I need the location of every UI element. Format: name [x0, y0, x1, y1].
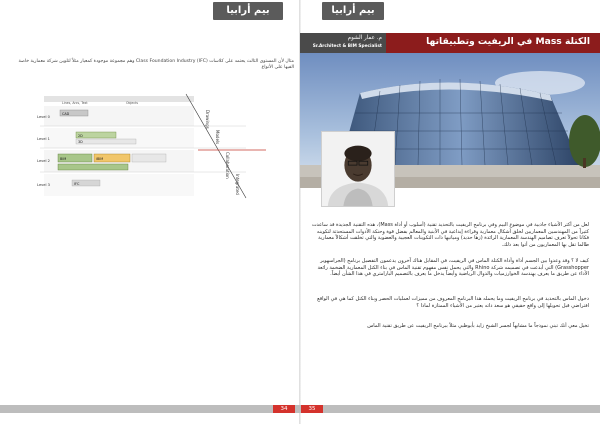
page-number-right: 35	[301, 405, 323, 413]
page-number-left: 34	[273, 405, 295, 413]
magazine-logo-right: بيم أرابيا	[322, 2, 384, 20]
diagram-caption: مثال لأن المستوى الثالث يحتمد على كلاسات (IFC) Class Foundation Industry وهم مجموعة موجودة كمعيار مثلاً لتلوين شركة معمارية خاصة الفيها على الأنواع	[18, 59, 294, 71]
article-paragraph: تخيل معي أنك تبني نموذجاً ما مشابهاً لجسر الشيخ زايد بأبوظبي مثلاً ببرنامج الريفيت عن طريق تقنية الماس	[367, 323, 589, 329]
article-title-band	[386, 33, 600, 53]
bim-maturity-diagram	[36, 90, 266, 202]
author-band	[300, 33, 386, 53]
diagram-row-label: Level 1	[37, 137, 50, 141]
diagram-row-label: Level 0	[37, 115, 50, 119]
svg-text:CAD: CAD	[62, 112, 70, 116]
box-3d	[76, 139, 136, 144]
diagram-col-label: Collaboration	[225, 152, 230, 179]
page-footer-bar	[0, 405, 600, 413]
svg-text:Lines, Arcs, Text: Lines, Arcs, Text	[62, 101, 88, 105]
author-name: م. عمار الشوم	[347, 35, 382, 41]
diagram-row-label: Level 2	[37, 159, 50, 163]
article-paragraph: لعل من أكثر الأشياء جاذبية في موضوع البيم وفي برنامج الريفيت بالتحديد تقنية (أسلوب أو أداة Mass)، هذه التقنية الجديدة قد ساعدت كثيراً من المهندسين المعماريين لخلق أشكال معمارية وقراءة إبداعية في الأبنية والمعالم بفضل قوة وحنكة الأدوات المستحدثة لتكوينه فكانا تحولاً تعرف تصاميم الهندسة المعمارية الرائدة (زها حديد) وميانيها ذات التكوينات العجيبة والعضوية والتي تخلقت أشكالاً معمارية طالما تقل بها المعماريون من أتوا بعد ذلك.	[311, 222, 589, 248]
article-paragraph: كيف لا ؟ وقد وعدوا بين الجسم أداة وأداة الكتلة الماس في الريفيت، في المقابل هناك آخرون يدعمون التفصيل برنامج (الجراسهوبر Grasshopper) التي أبدعت في تصميمه شركة Rhino والتي يحمل نفس مفهوم تقنية الماس في بناء الكتل المعمارية الضخمة رائعة الأداء عن طريق ما يعرف بهندسة الخوارزميات والدوال الرياضية وأيضاً يدخل ما يعرف بالتصميم البارامتري في هذا الشأن أيضاً.	[317, 258, 589, 277]
diagram-col-label: Drawings	[205, 110, 210, 129]
svg-text:BIM: BIM	[60, 157, 67, 161]
author-role: Sr.Architect & BIM Specialist	[312, 44, 382, 49]
svg-text:Objects: Objects	[126, 101, 139, 105]
author-photo	[321, 131, 395, 207]
magazine-logo-left: بيم أرابيا	[213, 2, 283, 20]
article-title: الكتلة Mass في الريفيت وتطبيقاتها	[426, 36, 590, 47]
svg-text:iBIM: iBIM	[96, 157, 104, 161]
diagram-col-label: Models	[215, 130, 220, 145]
diagram-row-label: Level 3	[37, 183, 50, 187]
svg-text:2D: 2D	[78, 134, 83, 138]
svg-text:IFC: IFC	[74, 182, 80, 186]
article-paragraph: دخول الماس بالتحديد في برنامج الريفيت وما يحمله هذا البرنامج المعروف من مميزات لعمليات الحصر وبناء الكتل كما هي في الواقع افتراضي قبل تحويلها إلى واقع حقيقي هو سعد ذاته يعتبر من الأشياء الممتازة لماذا ؟	[317, 296, 589, 309]
svg-text:3D: 3D	[78, 140, 83, 144]
diagram-col-label: Integrated	[235, 174, 240, 195]
